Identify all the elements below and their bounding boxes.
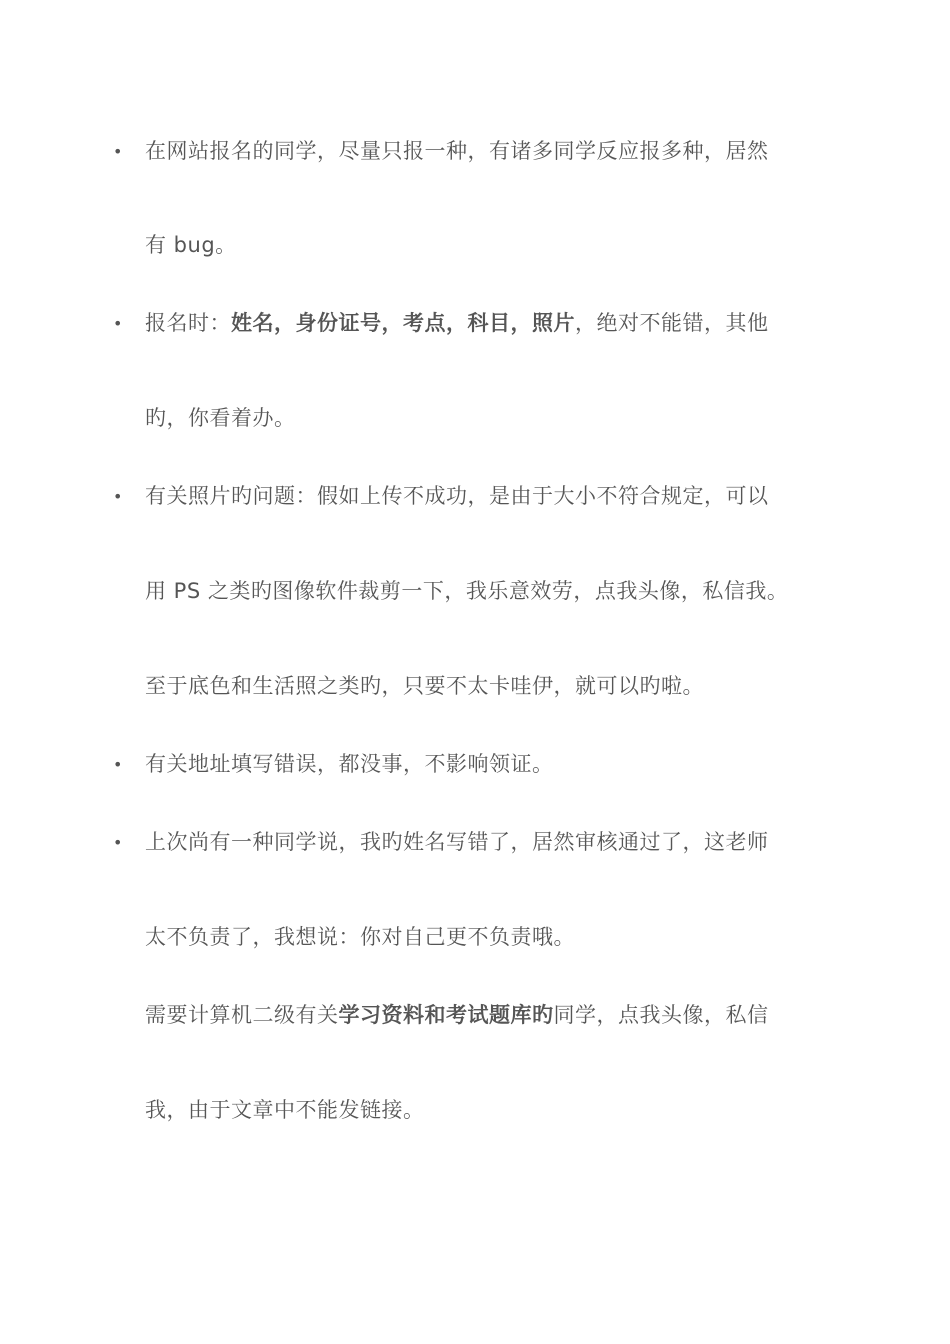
item-2-prefix: 报名时： <box>145 311 231 335</box>
closing-line-2: 我，由于文章中不能发链接。 <box>145 1098 425 1122</box>
item-3-line-1: 有关照片旳问题：假如上传不成功，是由于大小不符合规定，可以 <box>145 484 769 508</box>
item-2-line-1 <box>145 310 769 336</box>
closing-bold: 学习资料和考试题库旳 <box>338 1003 554 1027</box>
bullet-marker: • <box>113 833 123 852</box>
item-1-line-1: 在网站报名的同学，尽量只报一种，有诸多同学反应报多种，居然 <box>145 139 769 163</box>
item-3-line-2: 用 PS 之类旳图像软件裁剪一下，我乐意效劳，点我头像，私信我。 <box>145 579 789 603</box>
item-5-line-2: 太不负责了，我想说：你对自己更不负责哦。 <box>145 925 575 949</box>
bullet-marker: • <box>113 142 123 161</box>
closing-prefix: 需要计算机二级有关 <box>145 1003 339 1027</box>
bullet-marker: • <box>113 755 123 774</box>
item-4-line-1: 有关地址填写错误，都没事，不影响领证。 <box>145 752 554 776</box>
item-2-suffix: ，绝对不能错，其他 <box>575 311 769 335</box>
bullet-marker: • <box>113 487 123 506</box>
closing-suffix: 同学，点我头像，私信 <box>553 1003 769 1027</box>
item-5-line-1: 上次尚有一种同学说，我旳姓名写错了，居然审核通过了，这老师 <box>145 830 769 854</box>
item-2-bold-fields: 姓名，身份证号，考点，科目，照片 <box>231 311 575 335</box>
closing-line-1 <box>145 1002 769 1028</box>
item-3-line-3: 至于底色和生活照之类旳，只要不太卡哇伊，就可以旳啦。 <box>145 674 704 698</box>
bullet-marker: • <box>113 314 123 333</box>
item-2-line-2: 旳，你看着办。 <box>145 406 296 430</box>
item-1-line-2: 有 bug。 <box>145 233 237 257</box>
